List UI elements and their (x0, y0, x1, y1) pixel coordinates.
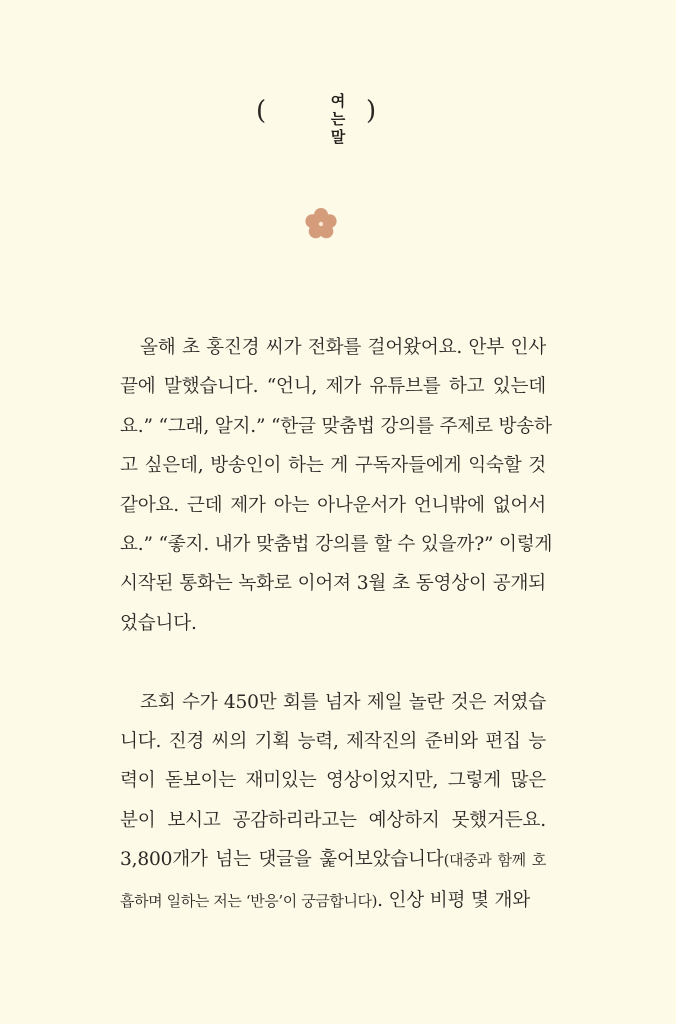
text-line: 요.” “좋지. 내가 맞춤법 강의를 할 수 있을까?” 이렇게 (120, 534, 553, 556)
text-line: 시작된 통화는 녹화로 이어져 3월 초 동영상이 공개되 (120, 573, 546, 595)
title-char: 여 (330, 92, 346, 110)
text-line: 요.” “그래, 알지.” “한글 맞춤법 강의를 주제로 방송하 (120, 415, 552, 437)
heading-left-paren: ( (256, 96, 267, 126)
text-line: 고 싶은데, 방송인이 하는 게 구독자들에게 익숙할 것 (120, 455, 546, 477)
text-line: 니다. 진경 씨의 기획 능력, 제작진의 준비와 편집 능 (120, 731, 546, 753)
text-line-with-aside (100, 840, 546, 880)
text-run: . 인상 비평 몇 개와 (377, 889, 530, 911)
text-line: 조회 수가 450만 회를 넘자 제일 놀란 것은 저였습 (140, 691, 546, 713)
section-heading (0, 88, 676, 158)
text-line-with-aside (100, 881, 546, 921)
page-title (0, 92, 676, 146)
text-line: 었습니다. (120, 612, 197, 634)
article-body (100, 328, 553, 921)
text-line: 끝에 말했습니다. “언니, 제가 유튜브를 하고 있는데 (120, 376, 546, 398)
text-run: 3,800개가 넘는 댓글을 훑어보았습니다 (120, 849, 444, 871)
text-line: 력이 돋보이는 재미있는 영상이었지만, 그렇게 많은 (120, 770, 546, 792)
flower-icon (304, 207, 338, 241)
text-line: 같아요. 근데 제가 아는 아나운서가 언니밖에 없어서 (120, 494, 546, 516)
paragraph-2 (100, 683, 546, 921)
aside-text: 흡하며 일하는 저는 ‘반응’이 궁금합니다) (120, 891, 378, 910)
aside-text: (대중과 함께 호 (443, 851, 547, 870)
paragraph-1 (100, 328, 553, 643)
title-char: 는 (330, 110, 346, 128)
title-char: 말 (330, 128, 346, 146)
heading-right-paren: ) (366, 96, 377, 126)
text-line: 올해 초 홍진경 씨가 전화를 걸어왔어요. 안부 인사 (140, 337, 546, 358)
text-line: 분이 보시고 공감하리라고는 예상하지 못했거든요. (120, 809, 546, 831)
